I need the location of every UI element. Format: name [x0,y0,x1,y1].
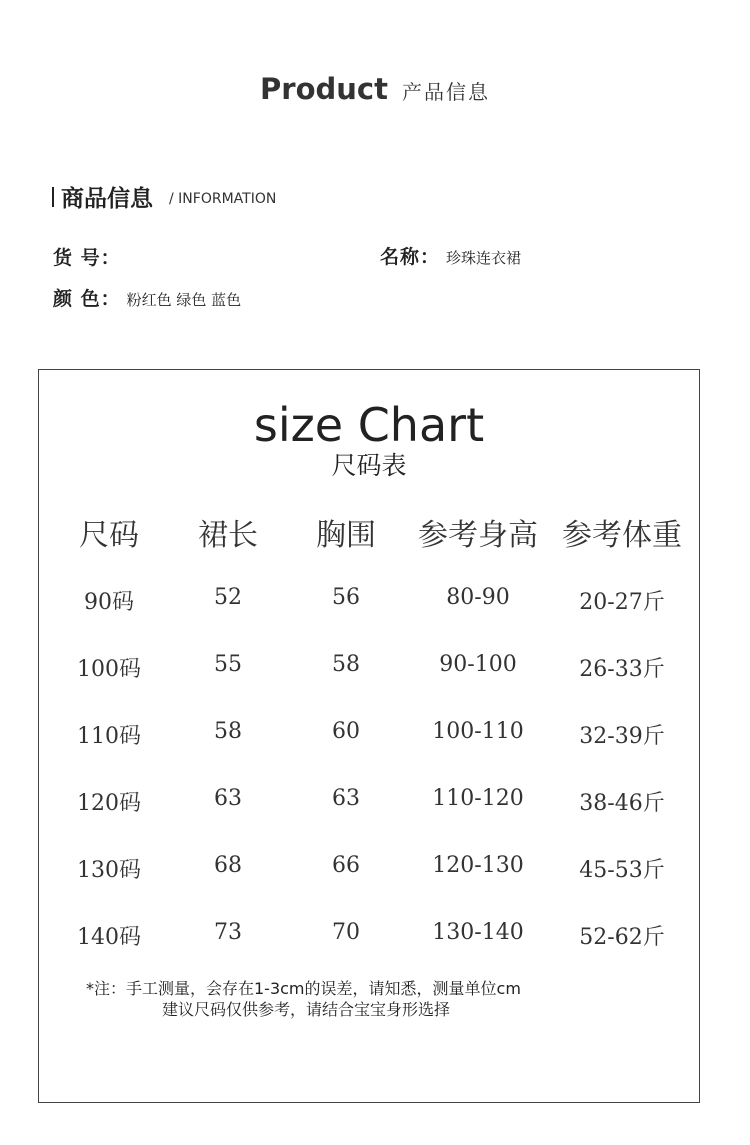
product-name-row [380,242,521,269]
table-cell-weight: 20-27斤 [579,590,665,615]
table-cell-weight: 45-53斤 [579,858,665,883]
color-row [53,284,241,311]
table-cell-size: 100码 [77,657,141,682]
table-cell-height: 130-140 [432,920,524,945]
column-header-bust: 胸围 [316,518,376,553]
section-divider-bar [52,187,54,207]
table-cell-length: 73 [214,920,242,945]
color-value: 粉红色 绿色 蓝色 [126,291,242,309]
table-cell-length: 58 [214,719,242,744]
table-cell-size: 130码 [77,858,141,883]
table-cell-size: 120码 [77,791,141,816]
header-title-cn: 产品信息 [401,80,490,104]
table-cell-height: 120-130 [432,853,524,878]
product-name-label: 名称： [380,246,441,268]
table-cell-bust: 58 [332,652,360,677]
table-cell-bust: 56 [332,585,360,610]
size-chart-subtitle: 尺码表 [331,451,407,480]
table-cell-length: 63 [214,786,242,811]
measurement-note: *注：手工测量，会存在1-3cm的误差，请知悉，测量单位cm [86,979,521,998]
table-cell-size: 90码 [84,590,134,615]
size-advice-note: 建议尺码仅供参考，请结合宝宝身形选择 [162,1000,451,1019]
column-header-ref-height: 参考身高 [418,518,538,553]
size-chart-title: size Chart [253,398,485,452]
table-cell-height: 100-110 [432,719,524,744]
table-cell-height: 110-120 [432,786,524,811]
column-header-size: 尺码 [79,518,139,553]
header [0,72,750,106]
table-cell-bust: 60 [332,719,360,744]
table-cell-height: 90-100 [439,652,517,677]
table-cell-length: 68 [214,853,242,878]
column-header-skirt-length: 裙长 [198,518,258,553]
table-cell-height: 80-90 [446,585,510,610]
section-title-cn: 商品信息 [61,186,153,212]
table-cell-weight: 52-62斤 [579,925,665,950]
size-chart-panel [38,369,700,1103]
section-title-en: / INFORMATION [169,190,277,207]
table-cell-bust: 63 [332,786,360,811]
column-header-ref-weight: 参考体重 [562,518,682,553]
color-label: 颜 色： [53,288,121,310]
table-cell-length: 55 [214,652,242,677]
table-cell-size: 140码 [77,925,141,950]
product-name-value: 珍珠连衣裙 [446,249,522,267]
item-number-label: 货 号： [53,247,121,269]
table-cell-bust: 66 [332,853,360,878]
table-cell-weight: 26-33斤 [579,657,665,682]
table-cell-length: 52 [214,585,242,610]
item-number-row [53,243,127,270]
header-title-en: Product [260,72,388,106]
table-cell-size: 110码 [77,724,141,749]
section-title [52,180,276,213]
table-cell-bust: 70 [332,920,360,945]
table-cell-weight: 32-39斤 [579,724,665,749]
table-cell-weight: 38-46斤 [579,791,665,816]
